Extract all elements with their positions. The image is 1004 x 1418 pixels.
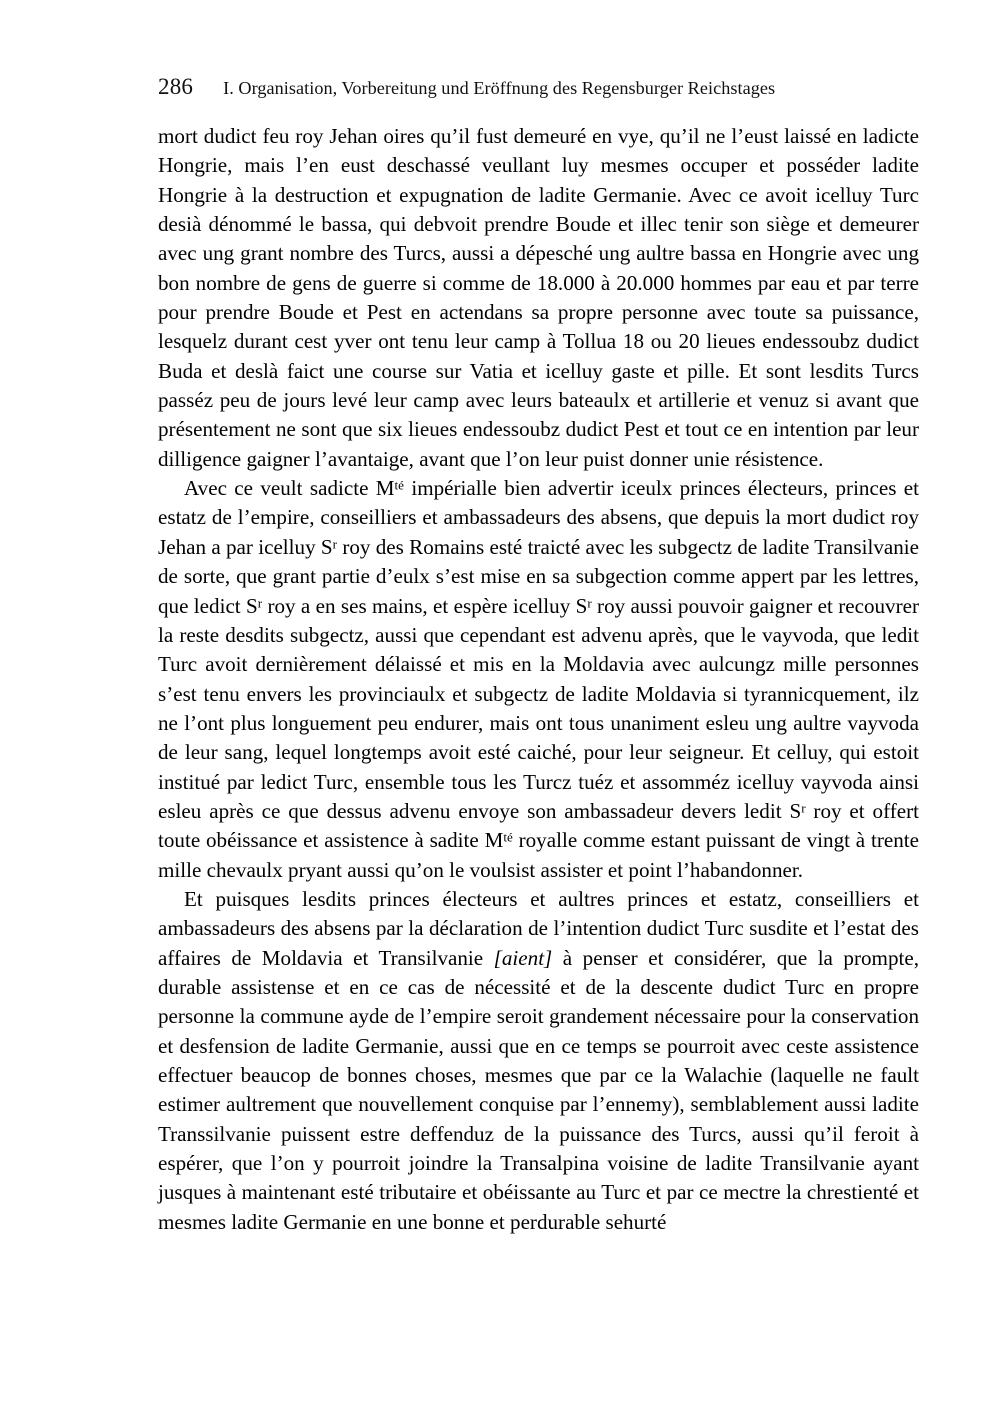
superscript-abbreviation: r [332, 536, 338, 552]
paragraph-1: mort dudict feu roy Jehan oires qu’il fust demeuré en vye, qu’il ne l’eust laissé en ladicte Hongrie, mais l’en eust deschassé veullant luy mesmes occuper et posséder ladite Hongrie à la destruction et expugnation de ladite Germanie. Avec ce avoit icelluy Turc desià dénommé le bassa, qui debvoit prendre Boude et illec tenir son siège et demeurer avec ung grant nombre des Turcs, aussi a dépesché ung aultre bassa en Hongrie avec ung bon nombre de gens de guerre si comme de 18.000 à 20.000 hommes par eau et par terre pour prendre Boude et Pest en actendans sa propre personne avec toute sa puissance, lesquelz durant cest yver ont tenu leur camp à Tollua 18 ou 20 lieues endessoubz dudict Buda et deslà faict une course sur Vatia et icelluy gaste et pille. Et sont lesdits Turcs passéz peu de jours levé leur camp avec leurs bateaulx et artillerie et venuz si avant que présentement ne sont que six lieues endessoubz dudict Pest et tout ce en intention par leur dilligence gaigner l’avantaige, avant que l’on leur puist donner unie résistence. [158, 124, 919, 471]
superscript-abbreviation: r [257, 594, 263, 610]
paragraph-3: Et puisques lesdits princes électeurs et aultres princes et estatz, conseilliers et ambassadeurs des absens par la déclaration de l’intention dudict Turc susdite et l’estat des affaires de Moldavia et Transilvanie [aient] à penser et considérer, que la prompte, durable assistense et en ce cas de nécessité et de la descente dudict Turc en propre personne la commune ayde de l’empire seroit grandement nécessaire pour la conservation et desfension de ladite Germanie, aussi que en ce temps se pourroit avec ceste assistence effectuer beaucop de bonnes choses, mesmes que par ce la Walachie (laquelle ne fault estimer aultrement que nouvellement conquise par l’ennemy), semblablement aussi ladite Transsilvanie puissent estre deffenduz de la puissance des Turcs, aussi qu’il feroit à espérer, que l’on y pourroit joindre la Transalpina voisine de ladite Transilvanie ayant jusques à maintenant esté tributaire et obéissante au Turc et par ce mectre la chrestienté et mesmes ladite Germanie en une bonne et perdurable sehurté [158, 886, 919, 1234]
editorial-insertion: [aient] [493, 945, 553, 970]
superscript-abbreviation: té [503, 829, 513, 845]
superscript-abbreviation: r [801, 800, 806, 816]
superscript-abbreviation: r [587, 594, 592, 610]
running-head [158, 74, 918, 104]
superscript-abbreviation: té [394, 477, 404, 493]
body-text-block [158, 122, 919, 1237]
running-title: I. Organisation, Vorbereitung und Eröffnung des Regensburger Reichstages [223, 78, 776, 98]
paragraph-2: Avec ce veult sadicte $M^{té}$ impérialle bien advertir iceulx princes électeurs, princes et estatz de l’empire, conseilliers et ambassadeurs des absens, que depuis la mort dudict roy Jehan a par icelluy $S^r$ roy des Romains esté traicté avec les subgectz de ladite Transilvanie de sorte, que grant partie d’eulx s’est mise en sa subgection comme appert par les lettres, que ledict $S^r$ roy a en ses mains, et espère icelluy $S^r$ roy aussi pouvoir gaigner et recouvrer la reste desdits subgectz, aussi que cependant est advenu après, que le vayvoda, que ledit Turc avoit dernièrement délaissé et mis en la Moldavia avec aulcungz mille personnes s’est tenu envers les provinciaulx et subgectz de ladite Moldavia si tyrannicquement, ilz ne l’ont plus longuement peu endurer, mais ont tous unaniment esleu ung aultre vayvoda de leur sang, lequel longtemps avoit esté caiché, pour leur seigneur. Et celluy, qui estoit institué par ledict Turc, ensemble tous les Turcz tuéz et assomméz icelluy vayvoda ainsi esleu après ce que dessus advenu envoye son ambassadeur devers ledit $S^r$ roy et offert toute obéissance et assistence à sadite $M^{té}$ royalle comme estant puissant de vingt à trente mille chevaulx pryant aussi qu’on le voulsist assister et point l’habandonner. [158, 476, 920, 882]
page-number: 286 [158, 74, 194, 99]
